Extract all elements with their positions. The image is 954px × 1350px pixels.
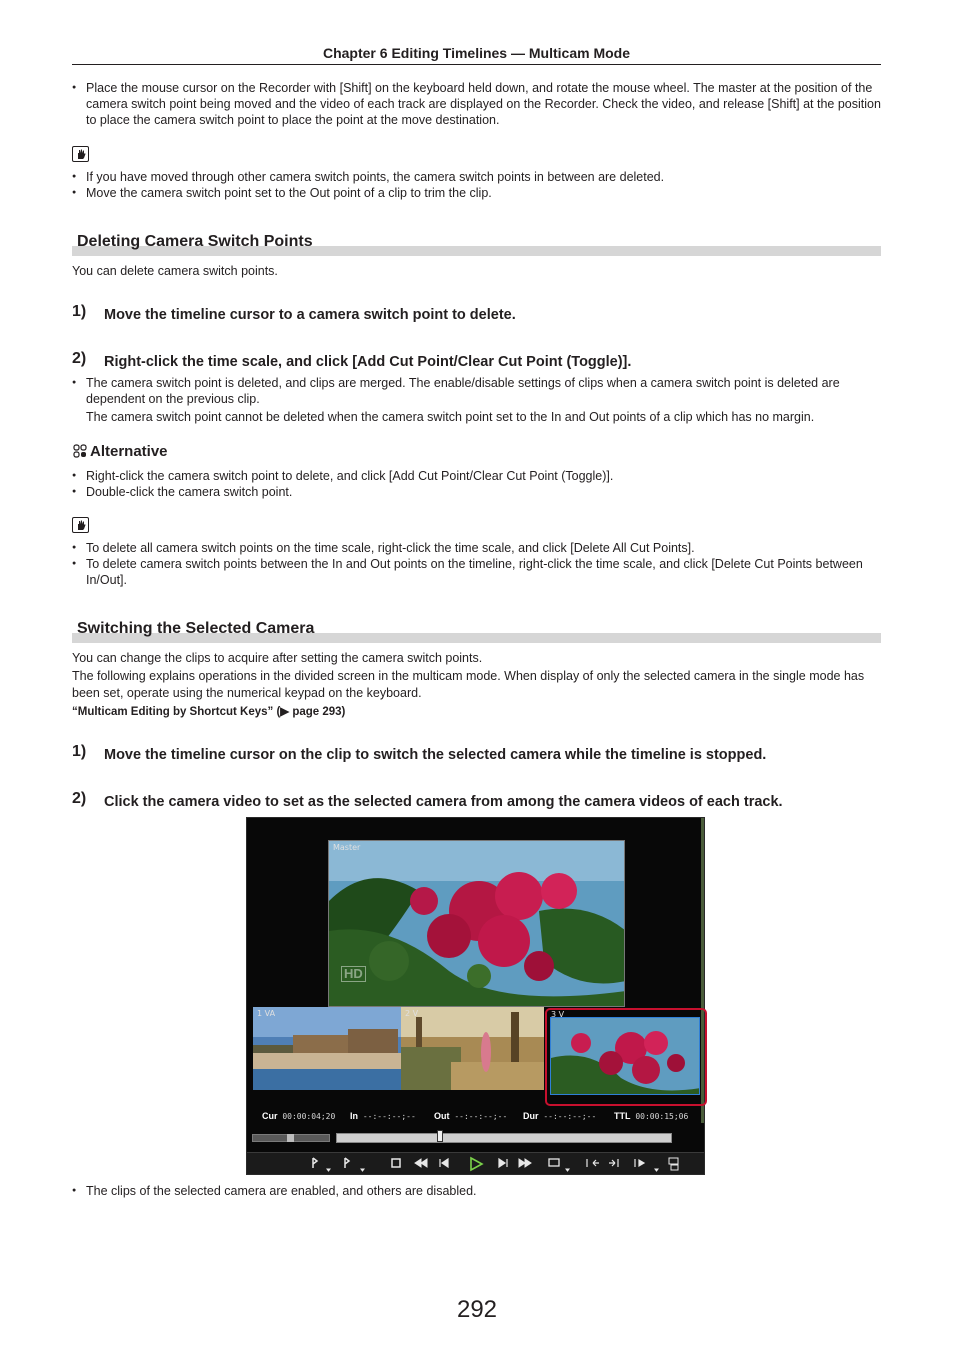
selected-track-frame	[550, 1017, 700, 1095]
section-title-switching: Switching the Selected Camera	[77, 620, 315, 637]
ttl-value: 00:00:15;06	[635, 1112, 689, 1121]
step-number: 2)	[72, 350, 87, 367]
step-number: 1)	[72, 743, 87, 760]
section1-description: You can delete camera switch points.	[72, 264, 278, 278]
alternative-item: ● Double-click the camera switch point.	[72, 484, 882, 500]
out-value: --:--:--;--	[454, 1112, 508, 1121]
master-label: Master	[333, 843, 361, 852]
track-label: 2 V	[405, 1009, 419, 1018]
cur-value: 00:00:04;20	[282, 1112, 336, 1121]
alternative-item: ● Right-click the camera switch point to delete, and click [Add Cut Point/Clear Cut Point (Toggle)].	[72, 468, 882, 484]
result-bullet: ● The clips of the selected camera are enabled, and others are disabled.	[72, 1183, 882, 1199]
step-text: Move the timeline cursor on the clip to switch the selected camera while the timeline is stopped.	[104, 747, 767, 763]
step-text: Click the camera video to set as the selected camera from among the camera videos of each track.	[104, 794, 783, 810]
position-track	[252, 1131, 700, 1145]
section2-description: You can change the clips to acquire after setting the camera switch points.	[72, 651, 483, 665]
in-value: --:--:--;--	[362, 1112, 416, 1121]
rewind-button[interactable]	[414, 1157, 428, 1171]
step-back-button[interactable]	[437, 1157, 451, 1171]
note-icon	[72, 517, 89, 533]
master-video[interactable]	[328, 840, 625, 1007]
note2-item: ● To delete all camera switch points on the time scale, right-click the time scale, and click [Delete All Cut Points].	[72, 540, 882, 556]
hd-badge: HD	[341, 966, 366, 982]
section2-description: The following explains operations in the divided screen in the multicam mode. When display of only the selected camera in the single mode has been set, operate using the numerical keypad on the keyboard.	[72, 669, 865, 700]
overwrite-button[interactable]	[667, 1157, 681, 1171]
recorder-screenshot	[246, 817, 705, 1175]
step-forward-button[interactable]	[497, 1157, 511, 1171]
match-frame-button[interactable]	[585, 1157, 599, 1171]
goto-out-button[interactable]	[633, 1157, 647, 1171]
set-in-button[interactable]	[307, 1157, 321, 1171]
play-button[interactable]	[469, 1157, 483, 1171]
step-text: Move the timeline cursor to a camera switch point to delete.	[104, 307, 516, 323]
intro-bullet: ● Place the mouse cursor on the Recorder with [Shift] on the keyboard held down, and rotate the mouse wheel. The master at the position of the camera switch point being moved and the video of each track are displayed on the Recorder. Check the video, and release [Shift] at the position to place the camera switch point to place the point at the move destination.	[72, 80, 882, 128]
shuttle-handle[interactable]	[287, 1134, 294, 1142]
shortcut-keys-link[interactable]: “Multicam Editing by Shortcut Keys” (▶ page 293)	[72, 706, 346, 718]
chapter-header: Chapter 6 Editing Timelines — Multicam Mode	[72, 44, 881, 65]
track-label: 1 VA	[257, 1009, 276, 1018]
cur-label: Cur	[262, 1111, 278, 1121]
timeline-cursor[interactable]	[437, 1130, 443, 1142]
position-bar[interactable]	[336, 1133, 672, 1143]
track-label: 3 V	[551, 1010, 565, 1019]
playback-controls	[247, 1152, 704, 1174]
alternative-icon	[73, 444, 87, 458]
dur-value: --:--:--;--	[543, 1112, 597, 1121]
timecode-bar	[250, 1108, 700, 1124]
camera-video-track-2[interactable]	[401, 1007, 544, 1090]
step-number: 2)	[72, 790, 87, 807]
alternative-title: Alternative	[90, 443, 168, 460]
step2-extra: The camera switch point cannot be deleted when the camera switch point set to the In and Out points of a clip which has no margin.	[86, 410, 815, 424]
camera-video-track-3-selected[interactable]	[545, 1008, 707, 1106]
shuttle-slider[interactable]	[252, 1134, 330, 1142]
loop-playback-button[interactable]	[547, 1157, 561, 1171]
section-title-deleting: Deleting Camera Switch Points	[77, 233, 313, 250]
out-label: Out	[434, 1111, 450, 1121]
in-label: In	[350, 1111, 358, 1121]
note1-item: ● Move the camera switch point set to the Out point of a clip to trim the clip.	[72, 185, 882, 201]
stop-button[interactable]	[389, 1157, 403, 1171]
goto-in-button[interactable]	[607, 1157, 621, 1171]
page-number: 292	[456, 1296, 498, 1323]
camera-video-track-1[interactable]	[253, 1007, 401, 1090]
step-text: Right-click the time scale, and click [Add Cut Point/Clear Cut Point (Toggle)].	[104, 354, 632, 370]
fast-forward-button[interactable]	[518, 1157, 532, 1171]
ttl-label: TTL	[614, 1111, 631, 1121]
note2-item: ● To delete camera switch points between the In and Out points on the timeline, right-click the time scale, and click [Delete Cut Points between In/Out].	[72, 556, 882, 588]
step2-bullet: ● The camera switch point is deleted, and clips are merged. The enable/disable settings of clips when a camera switch point is deleted are dependent on the previous clip.	[72, 375, 882, 407]
note-icon	[72, 146, 89, 162]
dur-label: Dur	[523, 1111, 539, 1121]
step-number: 1)	[72, 303, 87, 320]
note1-item: ● If you have moved through other camera switch points, the camera switch points in between are deleted.	[72, 169, 882, 185]
set-out-button[interactable]	[339, 1157, 353, 1171]
